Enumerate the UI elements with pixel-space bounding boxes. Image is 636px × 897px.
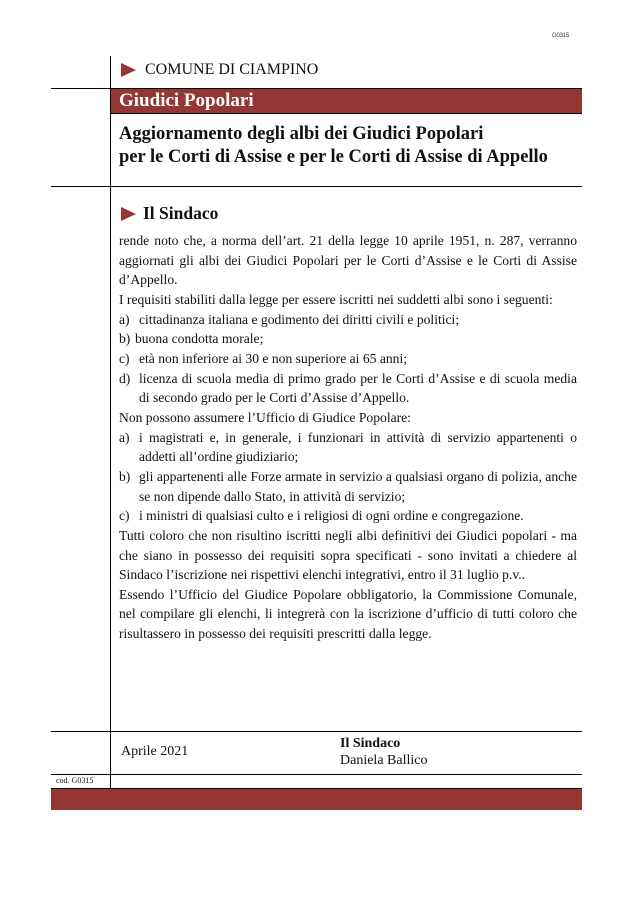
title-line-2: per le Corti di Assise e per le Corti di Assise di Appello [119,147,548,167]
ufficio-paragraph: Essendo l’Ufficio del Giudice Popolare obbligatorio, la Commissione Comunale, nel compilare gli elenchi, li integrerà con la iscrizione d’ufficio di tutti coloro che risultassero in possesso dei requisiti prescritti dalla legge. [119,586,577,642]
requisito-item: d) licenza di scuola media di primo grado per le Corti d’Assise e di scuola media di secondo grado per le Corti d’Assise d’Appello. [119,370,577,406]
triangle-bullet-icon [121,207,136,221]
divider-section [111,113,582,114]
comune-name: COMUNE DI CIAMPINO [145,61,319,78]
signature-role: Il Sindaco [340,736,401,751]
section-bar [111,89,582,113]
triangle-bullet-icon [121,63,136,77]
esclusi-intro: Non possono assumere l’Ufficio di Giudice Popolare: [119,409,411,425]
page-title [119,123,548,169]
escluso-item: b) gli appartenenti alle Forze armate in servizio a qualsiasi organo di polizia, anche se non dipende dallo Stato, in attività di servizio; [119,468,577,504]
divider-cod [51,774,582,775]
divider-footer [51,731,582,732]
title-line-1: Aggiornamento degli albi dei Giudici Popolari [119,124,484,144]
intro-paragraph: rende noto che, a norma dell’art. 21 della legge 10 aprile 1951, n. 287, verranno aggiornati gli albi dei Giudici Popolari per le Corti d’Assise e le Corti di Assise d’Appello. [119,233,577,288]
signature-name: Daniela Ballico [340,753,428,768]
requisito-item: c) età non inferiore ai 30 e non superiore ai 65 anni; [119,350,408,366]
notice-body [119,231,577,644]
bottom-bar [51,789,582,810]
requisito-item: a) cittadinanza italiana e godimento dei diritti civili e politici; [119,311,460,327]
escluso-item: a) i magistrati e, in generale, i funzionari in attività di servizio appartenenti o addetti all’ordine giudiziario; [119,429,577,465]
comune-header [121,61,318,79]
heading-text: Il Sindaco [143,203,219,223]
invito-paragraph: Tutti coloro che non risultino iscritti negli albi definitivi dei Giudici popolari - ma che siano in possesso dei requisiti sopra specificati - sono invitati a chiedere al Sindaco l’iscrizione nei rispettivi elenchi integrativi, entro il 31 luglio p.v.. [119,527,577,583]
signature-block [340,735,427,769]
footer-date: Aprile 2021 [121,744,189,759]
requisiti-intro: I requisiti stabiliti dalla legge per essere iscritti nei suddetti albi sono i seguenti: [119,291,553,307]
cod-label: cod. G0315 [56,776,94,785]
sindaco-heading [121,203,218,224]
section-title: Giudici Popolari [119,90,254,111]
escluso-item: c) i ministri di qualsiasi culto e i religiosi di ogni ordine e congregazione. [119,508,524,524]
requisito-item: b) buona condotta morale; [119,331,264,347]
page-code: G0315 [552,33,570,39]
vertical-divider [110,56,111,788]
divider-title [51,186,582,187]
